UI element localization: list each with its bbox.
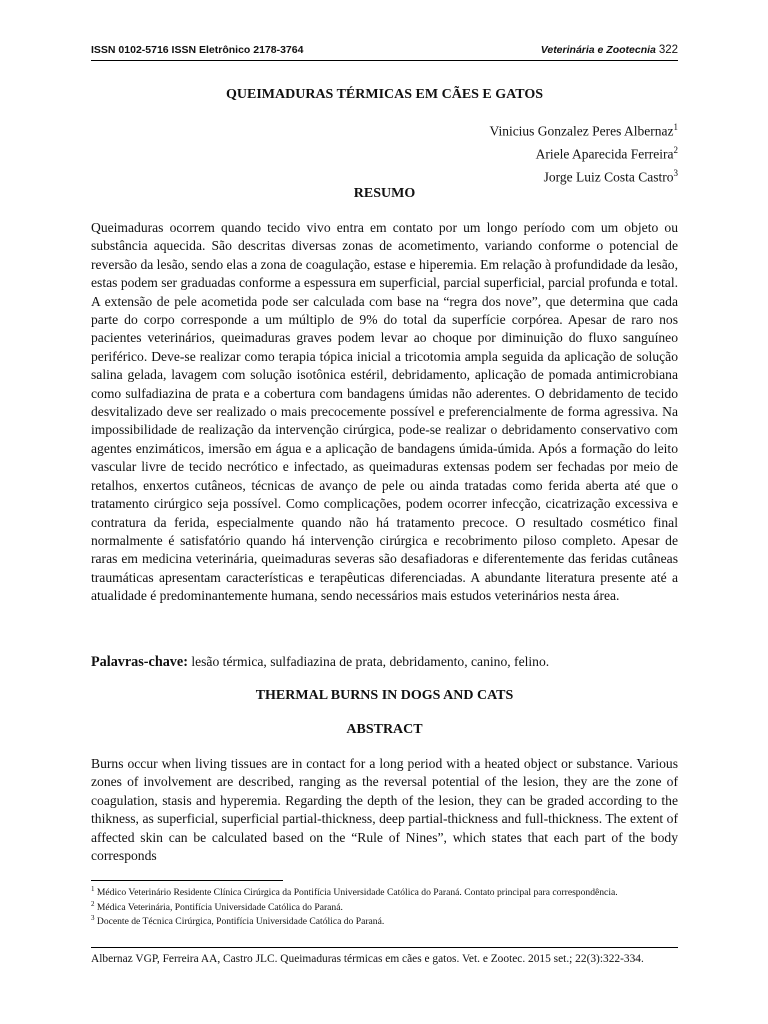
author-list	[490, 118, 679, 187]
running-header	[91, 44, 678, 56]
footnote-rule	[91, 880, 283, 881]
paper-page	[91, 0, 678, 1024]
author-1-affil: 1	[673, 122, 678, 132]
author-2: Ariele Aparecida Ferreira$^2$	[535, 145, 678, 162]
citation-rule	[91, 947, 678, 948]
author-1: Vinicius Gonzalez Peres Albernaz$^1$	[489, 122, 678, 139]
abstract-heading: ABSTRACT	[346, 722, 423, 737]
resumo-text: Queimaduras ocorrem quando tecido vivo entra em contato por um longo período com um objeto ou substância aquecida. São descritas diversas zonas de acometimento, variando conforme o potencial de reversão da lesão, sendo elas a zona de coagulação, estase e hiperemia. Em relação à profundidade da lesão, estas podem ser graduadas conforme a espessura em superficial, parcial superficial, parcial profunda e total. A extensão de pele acometida pode ser calculada com base na “regra dos nove”, que determina que cada parte do corpo corresponde a um múltiplo de 9% do total da superfície corpórea. Apesar de raro nos pacientes veterinários, queimaduras graves podem levar ao choque por diminuição do fluxo sanguíneo periférico. Deve-se realizar como terapia tópica inicial a tricotomia ampla seguida da aplicação de solução salina gelada, lavagem com solução isotônica estéril, debridamento, aplicação de pomada antimicrobiana como sulfadiazina de prata e a cobertura com bandagens úmidas não aderentes. O debridamento de tecido desvitalizado deve ser realizado o mais precocemente possível e preferencialmente de forma agressiva. Na impossibilidade de realização da intervenção cirúrgica, pode-se realizar o debridamento conservativo com agentes enzimáticos, imersão em água e a aplicação de bandagens úmida-úmida. Após a formação do leito vascular livre de tecido necrótico e infectado, as queimaduras extensas podem ser fechadas por meio de retalhos, enxertos cutâneos, técnicas de avanço de pele ou ainda tratadas como ferida aberta até que o tratamento cirúrgico seja possível. Como complicações, podem ocorrer infecção, cicatrização excessiva e contratura da ferida, especialmente quando não há tratamento precoce. O resultado cosmético final normalmente é satisfatório quando há intervenção cirúrgica e recobrimento piloso completo. Apesar de raras em medicina veterinária, queimaduras severas são desafiadoras e diferentemente das feridas cutâneas traumáticas apresentam características e terapêuticas diferenciadas. A abundante literatura presente até a atualidade é predominantemente humana, sendo necessários mais estudos veterinários nesta área.	[91, 220, 678, 604]
footnote-1: $^1$ Médico Veterinário Residente Clínica Cirúrgica da Pontifícia Universidade Católica do Paraná. Contato principal para correspondência.	[91, 885, 618, 899]
keywords-list: lesão térmica, sulfadiazina de prata, debridamento, canino, felino.	[187, 654, 550, 669]
journal-info	[541, 44, 678, 56]
page-number: 322	[658, 44, 678, 56]
author-3-affil: 3	[673, 168, 678, 178]
footnote-2: $^2$ Médica Veterinária, Pontifícia Universidade Católica do Paraná.	[91, 899, 343, 913]
citation: Albernaz VGP, Ferreira AA, Castro JLC. Queimaduras térmicas em cães e gatos. Vet. e Zootec. 2015 set.; 22(3):322-334.	[91, 953, 644, 965]
author-3: Jorge Luiz Costa Castro$^3$	[543, 168, 678, 185]
footnote-3: $^3$ Docente de Técnica Cirúrgica, Pontifícia Universidade Católica do Paraná.	[91, 914, 385, 928]
header-rule	[91, 60, 678, 61]
author-2-affil: 2	[673, 145, 678, 155]
footnotes	[91, 884, 678, 928]
resumo-heading: RESUMO	[353, 186, 416, 201]
abstract-text: Burns occur when living tissues are in contact for a long period with a heated object or substance. Various zones of involvement are described, ranging as the reversal potential of the lesion, they are the zone of coagulation, stasis and hyperemia. Regarding the depth of the lesion, they can be graded according to the thikness, as superficial, superficial partial-thickness, deep partial-thickness and full-thickness. The extent of affected skin can be calculated based on the “Rule of Nines”, which states that each part of the body corresponds	[91, 756, 678, 864]
title-english: THERMAL BURNS IN DOGS AND CATS	[255, 688, 514, 703]
keywords-label: Palavras-chave:	[91, 654, 188, 670]
title-portuguese: QUEIMADURAS TÉRMICAS EM CÃES E GATOS	[226, 87, 543, 102]
journal-name: Veterinária e Zootecnia	[540, 44, 656, 56]
keywords	[91, 654, 678, 671]
issn-text: ISSN 0102-5716 ISSN Eletrônico 2178-3764	[91, 44, 304, 56]
